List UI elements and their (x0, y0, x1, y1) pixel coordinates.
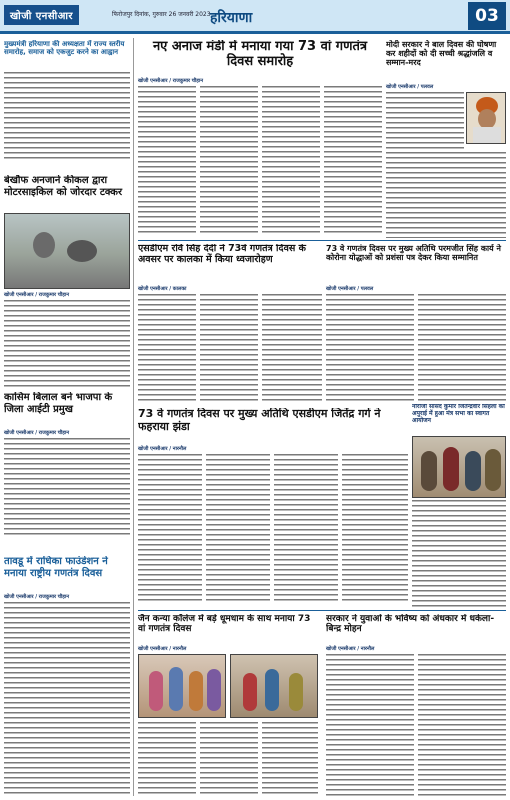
mid-text-c (262, 294, 322, 404)
right2-text-a (326, 294, 414, 404)
right2-headline: 73 वे गणतंत्र दिवस पर मुख्य अतिथि परमजीत सिंह कार्य ने कोरोना योद्धाओं को प्रशंसा पत्र देकर किया सम्मानित (326, 244, 501, 263)
right2-text-b (418, 294, 506, 402)
jain-text-a (138, 722, 196, 796)
sarkar-text-a (326, 654, 414, 796)
top-text-d (324, 86, 382, 236)
top-byline: खोजी एनसीआर / राजकुमार चौहान (138, 78, 203, 84)
paper-logo: खोजी एनसीआर (4, 5, 79, 25)
section-title: हरियाणा (210, 10, 253, 26)
jain-text-c (262, 722, 318, 796)
left-text-2 (4, 300, 130, 388)
right1-text-a (386, 92, 464, 152)
left-headline-2: बेखौफ अनजाने कीकल द्वारा मोटरसाइकिल को जोरदार टक्कर (4, 175, 123, 198)
sarkar-headline: सरकार ने युवाओं के भविष्य को अंधकार में धकेला-बिन्द्र मोहन (326, 614, 495, 635)
right2-caption: नौरोजी सांसद कुमार जितेन्द्रवीर सिंहला को अपुराई में हुआ मंत्र सभा का स्वागत आयोजन (412, 404, 505, 424)
jain-headline: जैन कन्या कॉलेज में बड़े धूमधाम के साथ मनाया 73 वां गणतंत्र दिवस (138, 614, 311, 635)
right1-headline: मोदी सरकार ने बाल दिवस की घोषणा कर शहीदों को दी सच्ची श्रद्धांजलि व सम्मान-मरद (386, 40, 497, 68)
mid-headline: एसडीएम रवि सिंह देदी ने 73वें गणतंत्र दिवस के अवसर पर कालका में किया ध्वजारोहण (138, 244, 306, 265)
mid-text-a (138, 294, 196, 404)
mid-text-b (200, 294, 258, 404)
left-text-3 (4, 438, 130, 538)
lower-text-c (274, 454, 338, 604)
top-text-a (138, 86, 196, 236)
left-text-1 (4, 72, 130, 162)
right1-byline: खोजी एनसीआर / पलवल (386, 84, 434, 90)
dateline: फिरोजपुर दिनांक, गुरुवार 26 जनवरी 2023 (112, 11, 211, 18)
jain-photo-1 (138, 654, 226, 718)
right1-text-b (386, 152, 506, 238)
sarkar-text-b (418, 654, 506, 796)
right1-portrait (466, 92, 506, 144)
masthead (0, 0, 510, 34)
left-headline-3: कासिम बिलाल बने भाजपा के जिला आईटी प्रमुख (4, 392, 113, 415)
left-headline-4: तावडू में राधिका फाउंडेशन ने मनाया राष्ट्रीय गणतंत्र दिवस (4, 556, 108, 579)
section-rule (138, 610, 506, 611)
left-photo-1 (4, 213, 130, 289)
top-headline: नए अनाज मंडी में मनाया गया 73 वां गणतंत्र दिवस समारोह (152, 40, 368, 69)
right2-text-c (412, 500, 506, 610)
jain-photo-2 (230, 654, 318, 718)
lower-text-d (342, 454, 408, 604)
page-number: 03 (468, 2, 506, 30)
left-byline-3: खोजी एनसीआर / राजकुमार चौहान (4, 430, 69, 436)
right2-byline: खोजी एनसीआर / पलवल (326, 286, 374, 292)
sarkar-byline: खोजी एनसीआर / नारनौल (326, 646, 375, 652)
mid-byline: खोजी एनसीआर / कालका (138, 286, 187, 292)
lower-headline: 73 वे गणतंत्र दिवस पर मुख्य अतिथि एसडीएम जितेंद्र गर्ग ने फहराया झंडा (138, 408, 381, 433)
lower-byline: खोजी एनसीआर / नारनौल (138, 446, 187, 452)
left-text-4 (4, 602, 130, 796)
top-text-b (200, 86, 258, 236)
divider (133, 38, 134, 796)
left-byline-4: खोजी एनसीआर / राजकुमार चौहान (4, 594, 69, 600)
lower-text-a (138, 454, 202, 604)
lower-text-b (206, 454, 270, 604)
left-byline-2: खोजी एनसीआर / राजकुमार चौहान (4, 292, 69, 298)
top-text-c (262, 86, 320, 236)
jain-byline: खोजी एनसीआर / नारनौल (138, 646, 187, 652)
right2-photo (412, 436, 506, 498)
left-headline-1: मुख्यमंत्री हरियाणा की अध्यक्षता में राज्य स्तरीय समारोह, समाज को एकजुट करने का आह्वान (4, 40, 125, 57)
jain-text-b (200, 722, 258, 796)
section-rule (138, 240, 506, 241)
